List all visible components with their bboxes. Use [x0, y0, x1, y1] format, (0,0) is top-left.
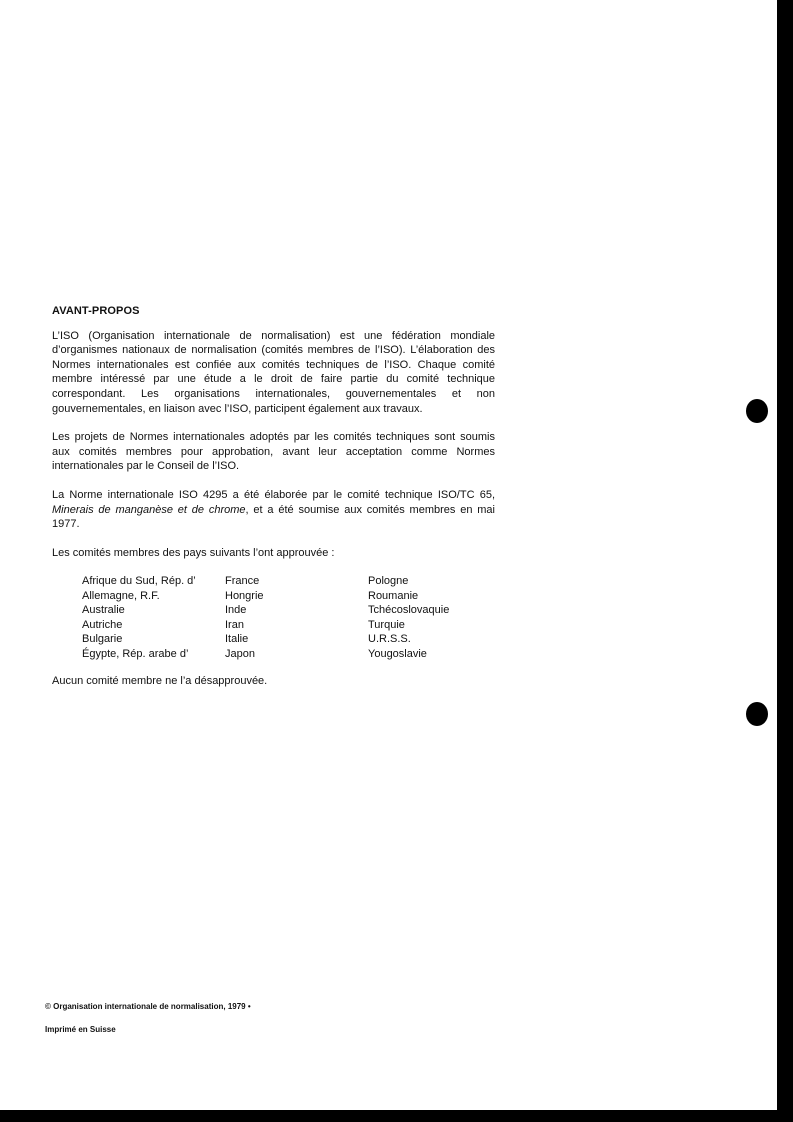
foreword-heading: AVANT-PROPOS: [52, 305, 140, 317]
disapproval-statement: Aucun comité membre ne l’a désapprouvée.: [52, 675, 268, 688]
country-item: Yougoslavie: [368, 647, 427, 660]
paragraph-approval-process: Les projets de Normes internationales adoptés par les comités techniques sont soumis aux comités membres pour approbation, avant leur acceptation comme Normes internationales par le Conseil de l’ISO.: [52, 431, 495, 473]
country-list: [82, 574, 495, 662]
punch-hole-lower: [746, 702, 768, 726]
standard-text-after: , et a été soumise aux comités membres en mai 1977.: [52, 503, 495, 531]
country-item: Pologne: [368, 575, 409, 588]
paragraph-iso-intro: L’ISO (Organisation internationale de normalisation) est une fédération mondiale d’organismes nationaux de normalisation (comités membres de l’ISO). L’élaboration des Normes internationales est confiée aux comités techniques de l’ISO. Chaque comité membre intéressé par une étude a le droit de faire partie du comité technique correspondant. Les organisations internationales, gouvernementales et non gouvernementales, en liaison avec l’ISO, participent également aux travaux.: [52, 329, 495, 415]
scan-edge-bottom: [0, 1110, 793, 1122]
country-item: Australie: [82, 604, 125, 617]
country-item: France: [225, 575, 260, 588]
country-item: Hongrie: [225, 589, 264, 602]
country-column-2: [225, 574, 264, 661]
printed-in-line: Imprimé en Suisse: [45, 1025, 116, 1034]
country-column-1: [82, 574, 196, 661]
country-column-3: [368, 574, 449, 661]
country-item: Italie: [225, 633, 249, 646]
country-item: Tchécoslovaquie: [368, 604, 450, 617]
paragraph-standard-info: [52, 488, 495, 532]
country-item: Turquie: [368, 618, 405, 631]
country-item: Allemagne, R.F.: [82, 589, 160, 602]
standard-title: Minerais de manganèse et de chrome: [52, 503, 246, 516]
country-item: Égypte, Rép. arabe d’: [82, 647, 189, 660]
country-item: Autriche: [82, 618, 123, 631]
country-item: Japon: [225, 647, 255, 660]
scan-edge-right: [777, 0, 793, 1122]
country-item: U.R.S.S.: [368, 633, 411, 646]
country-item: Roumanie: [368, 589, 419, 602]
page-footer: [45, 1002, 251, 1034]
copyright-line: © Organisation internationale de normalisation, 1979 •: [45, 1002, 251, 1011]
country-item: Afrique du Sud, Rép. d’: [82, 575, 196, 588]
country-item: Bulgarie: [82, 633, 123, 646]
country-item: Inde: [225, 604, 247, 617]
foreword-section: [52, 304, 495, 700]
approval-intro: Les comités membres des pays suivants l’ont approuvée :: [52, 546, 335, 559]
standard-text-before: La Norme internationale ISO 4295 a été élaborée par le comité technique ISO/TC 65,: [52, 488, 495, 501]
country-item: Iran: [225, 618, 244, 631]
punch-hole-upper: [746, 399, 768, 423]
